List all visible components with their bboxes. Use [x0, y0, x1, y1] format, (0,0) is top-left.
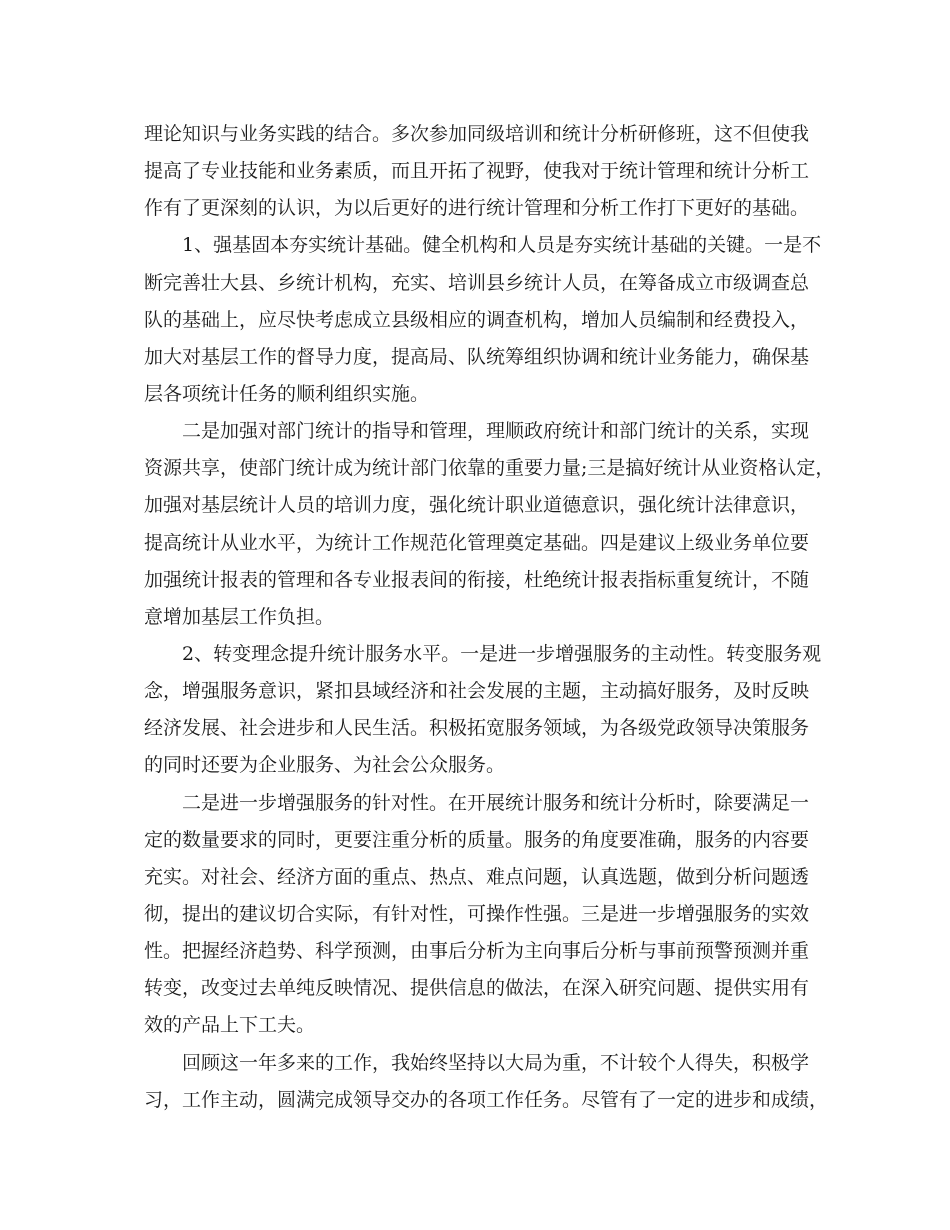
text-line: 彻，提出的建议切合实际，有针对性，可操作性强。三是进一步增强服务的实效 [144, 902, 810, 925]
document-body [144, 116, 835, 1119]
text-line: 意增加基层工作负担。 [144, 605, 335, 628]
text-line: 加强对基层统计人员的培训力度，强化统计职业道德意识，强化统计法律意识， [144, 494, 810, 517]
text-line: 理论知识与业务实践的结合。多次参加同级培训和统计分析研修班，这不但使我 [144, 123, 810, 145]
text-line: 习，工作主动，圆满完成领导交办的各项工作任务。尽管有了一定的进步和成绩， [144, 1088, 829, 1111]
text-line: 作有了更深刻的认识，为以后更好的进行统计管理和分析工作打下更好的基础。 [144, 197, 810, 220]
text-line: 充实。对社会、经济方面的重点、热点、难点问题，认真选题，做到分析问题透 [144, 865, 810, 888]
text-line: 层各项统计任务的顺利组织实施。 [144, 382, 430, 405]
text-line: 断完善壮大县、乡统计机构，充实、培训县乡统计人员，在筹备成立市级调查总 [144, 271, 810, 294]
text-line: 经济发展、社会进步和人民生活。积极拓宽服务领域，为各级党政领导决策服务 [144, 717, 810, 740]
text-line: 念，增强服务意识，紧扣县域经济和社会发展的主题，主动搞好服务，及时反映 [144, 680, 810, 703]
text-line: 提高统计从业水平，为统计工作规范化管理奠定基础。四是建议上级业务单位要 [144, 531, 810, 554]
text-line: 二是进一步增强服务的针对性。在开展统计服务和统计分析时，除要满足一 [182, 791, 810, 814]
text-line: 资源共享，使部门统计成为统计部门依靠的重要力量;三是搞好统计从业资格认定， [144, 457, 835, 480]
text-line: 转变，改变过去单纯反映情况、提供信息的做法，在深入研究问题、提供实用有 [144, 977, 810, 1000]
text-line: 效的产品上下工夫。 [144, 1014, 316, 1037]
text-line: 性。把握经济趋势、科学预测，由事后分析为主向事后分析与事前预警预测并重 [144, 940, 810, 963]
text-line: 回顾这一年多来的工作，我始终坚持以大局为重，不计较个人得失，积极学 [182, 1051, 810, 1074]
text-line: 的同时还要为企业服务、为社会公众服务。 [144, 754, 506, 777]
text-line: 二是加强对部门统计的指导和管理，理顺政府统计和部门统计的关系，实现 [182, 420, 810, 443]
text-line: 1、强基固本夯实统计基础。健全机构和人员是夯实统计基础的关键。一是不 [182, 234, 822, 257]
text-line: 提高了专业技能和业务素质，而且开拓了视野，使我对于统计管理和统计分析工 [144, 160, 810, 183]
text-line: 2、转变理念提升统计服务水平。一是进一步增强服务的主动性。转变服务观 [182, 642, 822, 665]
text-line: 定的数量要求的同时，更要注重分析的质量。服务的角度要准确，服务的内容要 [144, 828, 810, 851]
text-line: 加强统计报表的管理和各专业报表间的衔接，杜绝统计报表指标重复统计，不随 [144, 568, 810, 591]
text-line: 加大对基层工作的督导力度，提高局、队统筹组织协调和统计业务能力，确保基 [144, 345, 810, 368]
text-line: 队的基础上，应尽快考虑成立县级相应的调查机构，增加人员编制和经费投入， [144, 308, 810, 331]
